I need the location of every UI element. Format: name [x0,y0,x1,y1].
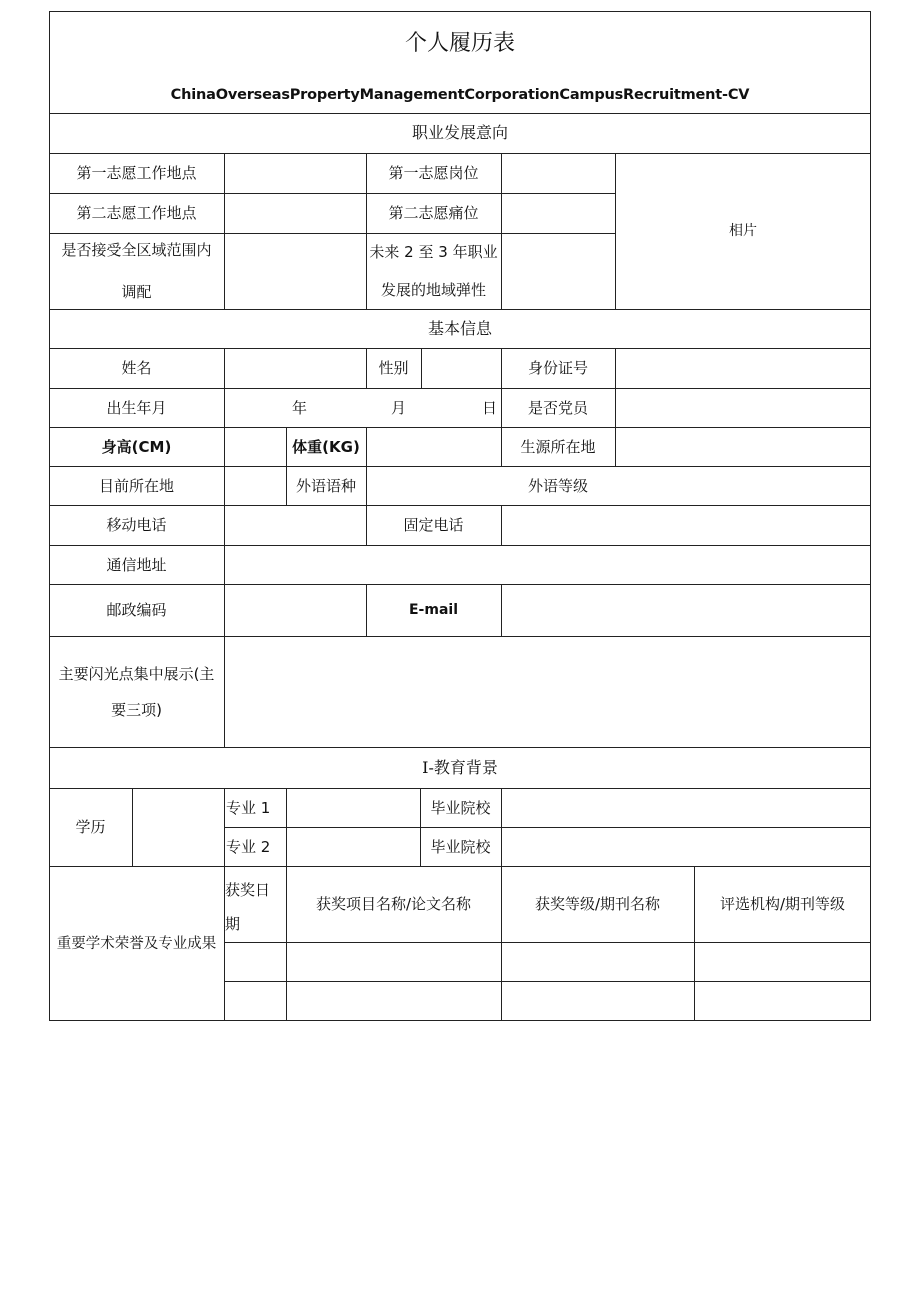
section-education-text: 教育背景 [433,757,498,777]
field-current-location[interactable] [224,466,286,505]
label-language-level: 外语等级 [527,476,588,495]
label-birth: 出生年月 [106,398,167,417]
label-id-number: 身份证号 [527,359,588,377]
field-second-position[interactable] [501,193,615,233]
label-honors: 重要学术荣誉及专业成果 [56,935,217,952]
header-award-org: 评选机构/期刊等级 [719,895,846,913]
field-address[interactable] [224,545,871,584]
field-email[interactable] [501,584,871,636]
field-second-location[interactable] [224,193,366,233]
label-degree: 学历 [75,818,106,836]
field-gender[interactable] [421,348,501,388]
label-email: E-mail [408,602,458,618]
field-birth[interactable] [224,388,501,427]
label-accept-transfer-line2: 调配 [121,283,152,301]
form-title: 个人履历表 [404,31,515,56]
birth-year-label: 年 [292,398,308,417]
field-degree[interactable] [132,788,224,866]
label-current-location: 目前所在地 [98,476,174,495]
label-postcode: 邮政编码 [106,601,167,619]
field-landline[interactable] [501,505,871,545]
field-language-level[interactable] [615,466,871,505]
label-address: 通信地址 [106,555,167,574]
field-award-org[interactable] [694,981,871,1020]
field-award-level[interactable] [501,981,694,1020]
field-origin[interactable] [615,427,871,466]
section-education-title [49,747,871,788]
field-award-name[interactable] [286,981,501,1020]
label-party-member: 是否党员 [527,398,588,417]
label-regional-flexibility [366,233,501,309]
cv-form [49,11,871,1021]
field-award-date[interactable] [224,981,286,1020]
label-major-1: 专业 1 [226,798,271,817]
label-highlights [49,636,224,747]
birth-day-label: 日 [482,398,498,417]
label-regional-flexibility-line2: 发展的地域弹性 [380,281,486,299]
birth-month-label: 月 [391,398,407,417]
form-border-top [49,11,871,12]
label-landline: 固定电话 [403,516,464,534]
photo-placeholder[interactable]: 相片 [729,223,757,239]
field-award-org[interactable] [694,942,871,981]
label-accept-transfer-line1: 是否接受全区域范围内 [61,241,212,259]
form-subtitle: ChinaOverseasPropertyManagementCorporationCampusRecruitment-CV [170,87,750,103]
field-first-location[interactable] [224,153,366,193]
label-first-position: 第一志愿岗位 [388,164,479,182]
header-award-date [224,866,286,942]
field-id-number[interactable] [615,348,871,388]
header-award-date-line1: 获奖日 [225,881,271,899]
label-school-2: 毕业院校 [430,837,491,856]
field-award-level[interactable] [501,942,694,981]
label-second-location: 第二志愿工作地点 [76,204,197,222]
header-award-level: 获奖等级/期刊名称 [534,895,661,913]
label-regional-flexibility-line1: 未来 2 至 3 年职业 [369,243,498,261]
section-career-title: 职业发展意向 [411,123,508,142]
field-accept-transfer[interactable] [224,233,366,309]
field-name[interactable] [224,348,366,388]
field-award-name[interactable] [286,942,501,981]
label-major-2: 专业 2 [226,837,271,856]
label-gender: 性别 [378,359,409,377]
field-school-1[interactable] [501,788,871,827]
label-first-location: 第一志愿工作地点 [76,164,197,182]
label-language: 外语语种 [295,476,356,495]
field-first-position[interactable] [501,153,615,193]
label-height: 身高(CM) [101,437,172,456]
section-education-prefix: I- [422,757,434,777]
field-highlights[interactable] [224,636,871,747]
label-highlights-line2: 要三项) [111,700,162,719]
label-mobile: 移动电话 [106,516,167,534]
label-second-position: 第二志愿痛位 [388,204,479,222]
label-accept-transfer [49,233,224,309]
field-award-date[interactable] [224,942,286,981]
label-name: 姓名 [121,359,152,377]
field-mobile[interactable] [224,505,366,545]
field-major-2[interactable] [286,827,420,866]
field-language[interactable] [366,466,501,505]
header-award-date-line2: 期 [225,915,241,933]
section-basic-title: 基本信息 [427,318,492,338]
label-origin: 生源所在地 [520,437,596,456]
field-regional-flexibility[interactable] [501,233,615,309]
field-weight[interactable] [366,427,501,466]
field-party-member[interactable] [615,388,871,427]
label-weight: 体重(KG) [292,437,360,456]
field-major-1[interactable] [286,788,420,827]
header-award-name: 获奖项目名称/论文名称 [315,895,472,913]
label-school-1: 毕业院校 [430,798,491,817]
field-school-2[interactable] [501,827,871,866]
label-highlights-line1: 主要闪光点集中展示(主 [58,664,215,683]
field-height[interactable] [224,427,286,466]
field-postcode[interactable] [224,584,366,636]
